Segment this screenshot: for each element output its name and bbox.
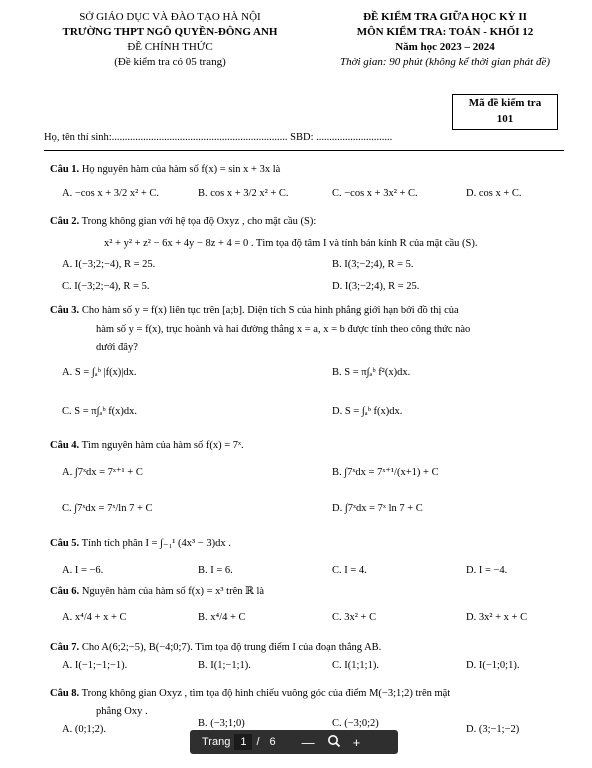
question-label: Câu 8.	[50, 688, 80, 699]
official-label: ĐỀ CHÍNH THỨC	[127, 41, 213, 53]
q2-option-a: A. I(−3;2;−4), R = 25.	[62, 259, 156, 270]
current-page-input[interactable]: 1	[234, 734, 252, 750]
zoom-icon[interactable]	[327, 734, 341, 751]
q7-option-d: D. I(−1;0;1).	[466, 660, 520, 671]
question-4	[50, 438, 560, 454]
q3-option-c: C. S = π∫ₐᵇ f(x)dx.	[62, 406, 138, 417]
question-3	[50, 303, 560, 319]
student-sbd-label: SBD: .............................	[290, 132, 393, 143]
exam-title: ĐỀ KIỂM TRA GIỮA HỌC KỲ II	[363, 11, 527, 23]
question-5	[50, 536, 560, 552]
question-8	[50, 686, 560, 702]
q4-option-a: A. ∫7ˣdx = 7ˣ⁺¹ + C	[62, 467, 143, 478]
page-label: Trang	[202, 736, 231, 748]
question-1	[50, 162, 560, 178]
subject-title: MÔN KIỂM TRA: TOÁN - KHỐI 12	[356, 26, 534, 38]
q6-option-b: B. x⁴/4 + C	[198, 612, 246, 623]
q2-option-c: C. I(−3;2;−4), R = 5.	[62, 281, 150, 292]
question-label: Câu 7.	[50, 642, 80, 653]
page-separator: /	[256, 736, 260, 748]
total-pages: 6	[269, 736, 276, 748]
q5-option-c: C. I = 4.	[332, 565, 367, 576]
exam-code-box	[452, 94, 558, 130]
question-text: Trong không gian Oxyz , tìm tọa độ hình chiếu vuông góc của điểm M(−3;1;2) trên mặt	[81, 688, 451, 699]
question-label: Câu 5.	[50, 538, 80, 549]
exam-code-label: Mã đề kiểm tra	[468, 97, 542, 109]
school-name: TRƯỜNG THPT NGÔ QUYỀN-ĐÔNG ANH	[62, 26, 278, 38]
question-text: Tính tích phân I = ∫₋₁¹ (4x³ − 3)dx .	[81, 538, 231, 549]
question-3-line-2: hàm số y = f(x), trục hoành và hai đường thẳng x = a, x = b được tính theo công thức nào	[96, 324, 471, 335]
q1-option-a: A. −cos x + 3/2 x² + C.	[62, 188, 160, 199]
q7-option-a: A. I(−1;−1;−1).	[62, 660, 128, 671]
q1-option-d: D. cos x + C.	[466, 188, 522, 199]
question-label: Câu 1.	[50, 164, 80, 175]
q3-option-a: A. S = ∫ₐᵇ |f(x)|dx.	[62, 367, 137, 378]
q6-option-d: D. 3x² + x + C	[466, 612, 528, 623]
question-text: Họ nguyên hàm của hàm số f(x) = sin x + 3x là	[81, 164, 281, 175]
q8-option-a: A. (0;1;2).	[62, 724, 107, 735]
q7-option-c: C. I(1;1;1).	[332, 660, 379, 671]
question-text: Tìm nguyên hàm của hàm số f(x) = 7ˣ.	[81, 440, 244, 451]
q5-option-d: D. I = −4.	[466, 565, 508, 576]
exam-header	[0, 6, 592, 86]
q3-option-d: D. S = ∫ₐᵇ f(x)dx.	[332, 406, 403, 417]
q8-option-d: D. (3;−1;−2)	[466, 724, 520, 735]
question-label: Câu 2.	[50, 216, 80, 227]
q4-option-c: C. ∫7ˣdx = 7ˣ/ln 7 + C	[62, 503, 153, 514]
q4-option-d: D. ∫7ˣdx = 7ˣ ln 7 + C	[332, 503, 423, 514]
divider	[44, 150, 564, 151]
q5-option-b: B. I = 6.	[198, 565, 233, 576]
q6-option-c: C. 3x² + C	[332, 612, 377, 623]
question-2-equation: x² + y² + z² − 6x + 4y − 8z + 4 = 0 . Tìm tọa độ tâm I và tính bán kính R của mặt cầu (S).	[104, 238, 478, 249]
header-left	[40, 10, 300, 70]
q5-option-a: A. I = −6.	[62, 565, 104, 576]
student-name-label: Họ, tên thí sinh:...................................................................	[44, 132, 288, 143]
exam-code-value: 101	[496, 113, 514, 125]
q2-option-b: B. I(3;−2;4), R = 5.	[332, 259, 414, 270]
question-8-line-2: phẳng Oxy .	[96, 706, 148, 717]
department-name: SỞ GIÁO DỤC VÀ ĐÀO TẠO HÀ NỘI	[79, 11, 261, 23]
question-label: Câu 4.	[50, 440, 80, 451]
zoom-in-button[interactable]: +	[352, 734, 361, 750]
question-6	[50, 584, 560, 600]
q1-option-c: C. −cos x + 3x² + C.	[332, 188, 418, 199]
question-3-line-3: dưới đây?	[96, 342, 138, 353]
q2-option-d: D. I(3;−2;4), R = 25.	[332, 281, 420, 292]
header-right	[315, 10, 575, 70]
q8-option-c: C. (−3;0;2)	[332, 718, 379, 729]
time-limit: Thời gian: 90 phút (không kể thời gian phát đề)	[339, 56, 551, 68]
zoom-out-button[interactable]: —	[301, 734, 315, 750]
question-text: Nguyên hàm của hàm số f(x) = x³ trên ℝ là	[81, 586, 265, 597]
q1-option-b: B. cos x + 3/2 x² + C.	[198, 188, 289, 199]
magnifier-icon	[327, 734, 341, 748]
question-7	[50, 640, 560, 656]
question-2	[50, 214, 560, 230]
question-text: Trong không gian với hệ tọa độ Oxyz , cho mặt cầu (S):	[81, 216, 317, 227]
q7-option-b: B. I(1;−1;1).	[198, 660, 251, 671]
q6-option-a: A. x⁴/4 + x + C	[62, 612, 127, 623]
q4-option-b: B. ∫7ˣdx = 7ˣ⁺¹/(x+1) + C	[332, 467, 439, 478]
student-info-line	[44, 132, 564, 143]
school-year: Năm học 2023 – 2024	[395, 41, 495, 53]
question-label: Câu 6.	[50, 586, 80, 597]
q3-option-b: B. S = π∫ₐᵇ f²(x)dx.	[332, 367, 411, 378]
question-label: Câu 3.	[50, 305, 80, 316]
q8-option-b: B. (−3;1;0)	[198, 718, 245, 729]
page-count-note: (Đề kiểm tra có 05 trang)	[114, 56, 226, 68]
question-text: Cho hàm số y = f(x) liên tục trên [a;b]. Diện tích S của hình phẳng giới hạn bởi đồ thị của	[81, 305, 459, 316]
question-text: Cho A(6;2;−5), B(−4;0;7). Tìm tọa độ trung điểm I của đoạn thẳng AB.	[81, 642, 382, 653]
page-navigation-toolbar	[190, 730, 398, 754]
